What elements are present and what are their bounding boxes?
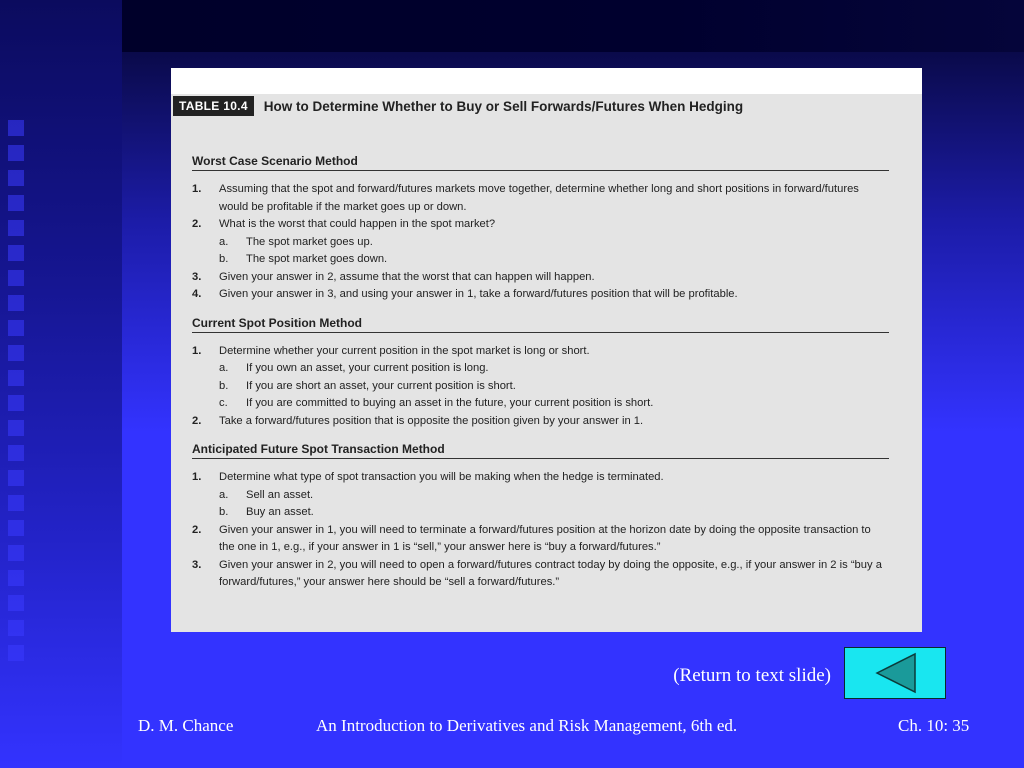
list-item bbox=[192, 234, 889, 252]
item-marker: 4. bbox=[192, 288, 202, 300]
item-marker: 2. bbox=[192, 414, 202, 427]
decorative-square bbox=[8, 545, 24, 561]
item-marker: b. bbox=[219, 253, 229, 265]
decorative-square bbox=[8, 195, 24, 211]
return-link[interactable]: (Return to text slide) bbox=[673, 665, 831, 686]
item-marker: 3. bbox=[192, 558, 202, 571]
table-tag: TABLE 10.4 bbox=[173, 96, 254, 116]
list-item bbox=[192, 522, 889, 557]
decorative-square bbox=[8, 270, 24, 286]
item-marker: b. bbox=[219, 379, 229, 392]
decorative-square bbox=[8, 320, 24, 336]
item-text: The spot market goes up. bbox=[246, 235, 373, 248]
decorative-square bbox=[8, 120, 24, 136]
triangle-left-icon bbox=[845, 648, 945, 698]
decorative-square bbox=[8, 420, 24, 436]
decorative-square bbox=[8, 595, 24, 611]
item-marker: 3. bbox=[192, 270, 202, 283]
item-marker: a. bbox=[219, 362, 229, 374]
item-text: Assuming that the spot and forward/futures markets move together, determine whether long and short positions in forward/futures would be profitable if the market goes up or down. bbox=[219, 183, 859, 213]
item-marker: 2. bbox=[192, 523, 202, 536]
item-text: Given your answer in 1, you will need to terminate a forward/futures position at the horizon date by doing the opposite transaction to the one in 1, e.g., if your answer in 1 is “sell,” your answer here is “buy a forward/futures.” bbox=[219, 523, 871, 553]
list-item bbox=[192, 269, 889, 287]
section-title: Anticipated Future Spot Transaction Method bbox=[192, 442, 889, 459]
return-button[interactable] bbox=[844, 647, 946, 699]
item-text: Take a forward/futures position that is opposite the position given by your answer in 1. bbox=[219, 414, 644, 427]
decorative-square bbox=[8, 445, 24, 461]
decorative-square bbox=[8, 645, 24, 661]
footer-author: D. M. Chance bbox=[138, 716, 234, 735]
decorative-square bbox=[8, 520, 24, 536]
list-item bbox=[192, 469, 889, 487]
item-text: Given your answer in 2, assume that the worst that can happen will happen. bbox=[219, 270, 595, 283]
decorative-square bbox=[8, 295, 24, 311]
list-item bbox=[192, 487, 889, 505]
item-text: Buy an asset. bbox=[246, 506, 314, 518]
item-marker: a. bbox=[219, 488, 229, 501]
decorative-square bbox=[8, 620, 24, 636]
section-title: Worst Case Scenario Method bbox=[192, 154, 889, 171]
item-text: If you own an asset, your current position is long. bbox=[246, 362, 489, 374]
table-title: How to Determine Whether to Buy or Sell Forwards/Futures When Hedging bbox=[263, 98, 744, 114]
decorative-square bbox=[8, 345, 24, 361]
decorative-square bbox=[8, 245, 24, 261]
decorative-square bbox=[8, 395, 24, 411]
item-text: Sell an asset. bbox=[246, 488, 314, 501]
decorative-square bbox=[8, 370, 24, 386]
item-text: Given your answer in 3, and using your answer in 1, take a forward/futures position that will be profitable. bbox=[219, 288, 738, 300]
table-sections bbox=[171, 154, 922, 592]
list-item bbox=[192, 557, 889, 592]
table-panel bbox=[171, 68, 922, 632]
list-item bbox=[192, 286, 889, 304]
item-marker: 1. bbox=[192, 471, 202, 483]
list-item bbox=[192, 378, 889, 396]
item-marker: c. bbox=[219, 397, 228, 409]
list-item bbox=[192, 504, 889, 522]
decorative-square bbox=[8, 570, 24, 586]
item-text: If you are short an asset, your current position is short. bbox=[246, 379, 516, 392]
decorative-square bbox=[8, 145, 24, 161]
list-item bbox=[192, 181, 889, 216]
item-marker: 1. bbox=[192, 344, 202, 357]
table-header bbox=[171, 94, 922, 118]
decorative-square bbox=[8, 220, 24, 236]
list-item bbox=[192, 413, 889, 431]
footer-chapter: Ch. 10: 35 bbox=[898, 716, 970, 735]
section-title: Current Spot Position Method bbox=[192, 316, 889, 333]
footer-book: An Introduction to Derivatives and Risk Management, 6th ed. bbox=[316, 716, 738, 735]
item-text: Determine whether your current position in the spot market is long or short. bbox=[219, 344, 590, 357]
list-item bbox=[192, 395, 889, 413]
item-marker: b. bbox=[219, 506, 229, 518]
item-marker: 1. bbox=[192, 183, 202, 195]
item-text: The spot market goes down. bbox=[246, 253, 388, 265]
list-item bbox=[192, 216, 889, 234]
decorative-squares bbox=[8, 120, 28, 670]
list-item bbox=[192, 360, 889, 378]
item-text: Given your answer in 2, you will need to open a forward/futures contract today by doing the opposite, e.g., if your answer in 2 is “buy a forward/futures,” your answer here should be “sell a forward/futures.” bbox=[219, 558, 882, 588]
item-text: If you are committed to buying an asset in the future, your current position is short. bbox=[246, 397, 654, 409]
decorative-square bbox=[8, 170, 24, 186]
decorative-square bbox=[8, 495, 24, 511]
item-text: What is the worst that could happen in the spot market? bbox=[219, 218, 496, 230]
list-item bbox=[192, 251, 889, 269]
item-marker: a. bbox=[219, 235, 229, 248]
top-band bbox=[122, 0, 1024, 52]
list-item bbox=[192, 343, 889, 361]
decorative-square bbox=[8, 470, 24, 486]
item-text: Determine what type of spot transaction you will be making when the hedge is terminated. bbox=[219, 471, 664, 483]
item-marker: 2. bbox=[192, 218, 202, 230]
